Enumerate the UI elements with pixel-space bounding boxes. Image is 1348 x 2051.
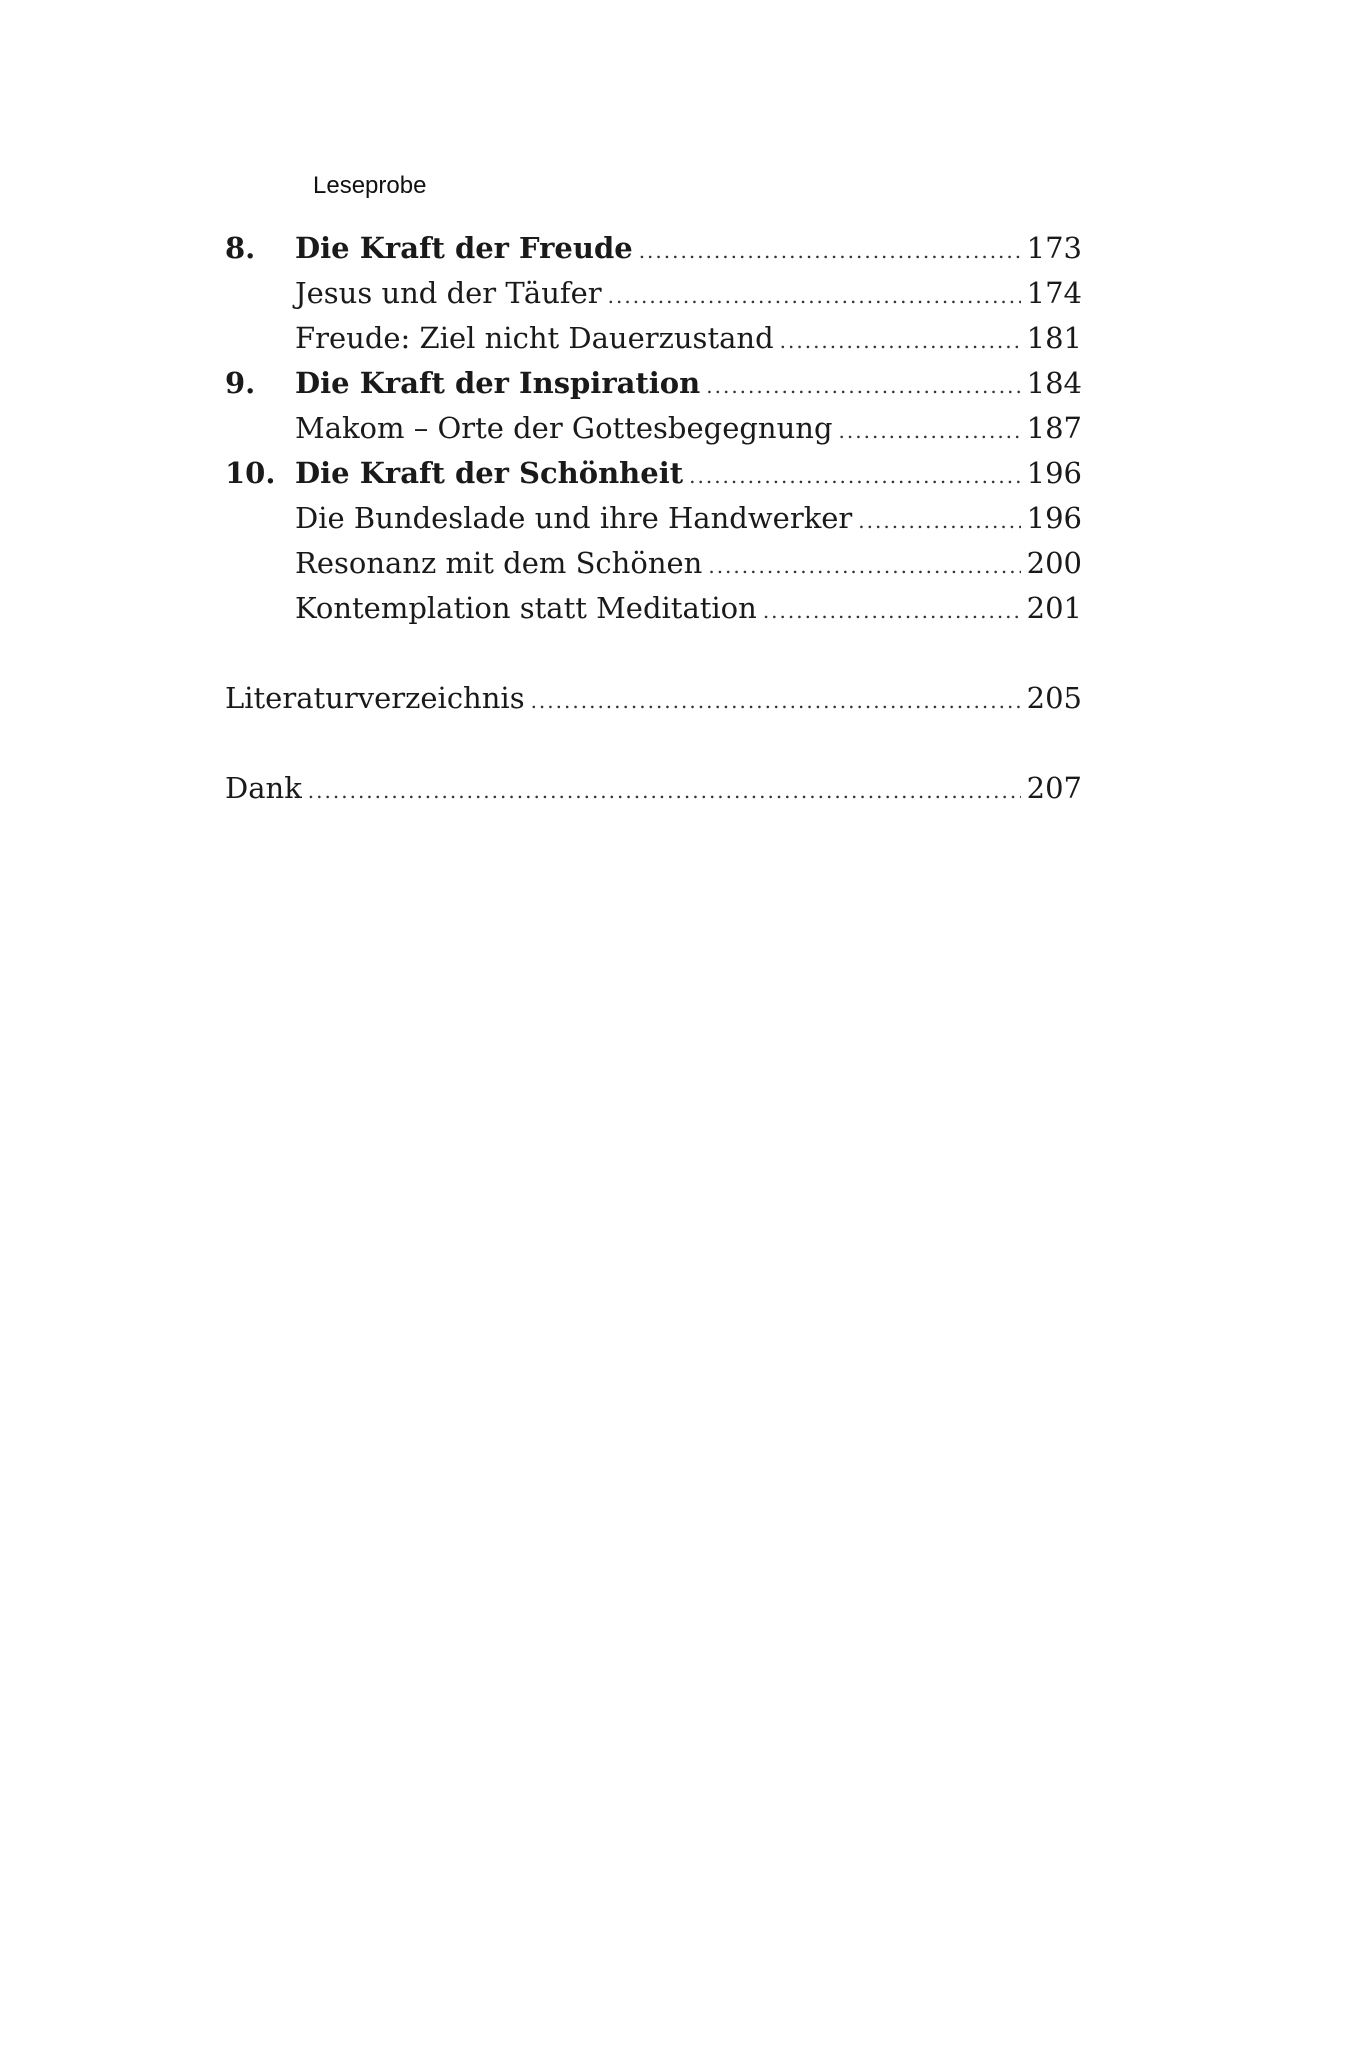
toc-chapter-9[interactable] bbox=[225, 363, 1082, 403]
chapter-title: Die Kraft der Inspiration bbox=[295, 366, 701, 400]
toc-section[interactable] bbox=[225, 318, 1082, 358]
page-number: 196 bbox=[1026, 456, 1082, 490]
page-header-label: Leseprobe bbox=[313, 172, 427, 199]
bibliography-title: Literaturverzeichnis bbox=[225, 681, 525, 715]
toc-chapter-8[interactable] bbox=[225, 228, 1082, 268]
section-title: Die Bundeslade und ihre Handwerker bbox=[295, 501, 853, 535]
chapter-number: 9. bbox=[225, 366, 256, 400]
page-number: 196 bbox=[1026, 501, 1082, 535]
page-number: 173 bbox=[1026, 231, 1082, 265]
toc-section[interactable] bbox=[225, 408, 1082, 448]
dot-leader bbox=[839, 411, 1021, 451]
toc-acknowledgements[interactable] bbox=[225, 768, 1082, 808]
toc-chapter-10[interactable] bbox=[225, 453, 1082, 493]
dot-leader bbox=[706, 366, 1020, 406]
dot-leader bbox=[608, 276, 1021, 316]
dot-leader bbox=[689, 456, 1021, 496]
dot-leader bbox=[780, 321, 1021, 361]
section-title: Makom – Orte der Gottesbegegnung bbox=[295, 411, 833, 445]
dot-leader bbox=[308, 771, 1021, 811]
dot-leader bbox=[763, 591, 1021, 631]
dot-leader bbox=[708, 546, 1020, 586]
page-number: 205 bbox=[1026, 681, 1082, 715]
chapter-title: Die Kraft der Freude bbox=[295, 231, 633, 265]
dot-leader bbox=[531, 681, 1021, 721]
section-title: Kontemplation statt Meditation bbox=[295, 591, 757, 625]
section-title: Freude: Ziel nicht Dauerzustand bbox=[295, 321, 774, 355]
chapter-number: 10. bbox=[225, 456, 276, 490]
acknowledgements-title: Dank bbox=[225, 771, 302, 805]
section-title: Jesus und der Täufer bbox=[295, 276, 602, 310]
page-number: 184 bbox=[1026, 366, 1082, 400]
dot-leader bbox=[858, 501, 1020, 541]
page-number: 207 bbox=[1026, 771, 1082, 805]
toc-section[interactable] bbox=[225, 588, 1082, 628]
section-title: Resonanz mit dem Schönen bbox=[295, 546, 703, 580]
chapter-number: 8. bbox=[225, 231, 256, 265]
page-number: 187 bbox=[1026, 411, 1082, 445]
chapter-title: Die Kraft der Schönheit bbox=[295, 456, 684, 490]
toc-section[interactable] bbox=[225, 273, 1082, 313]
page-number: 181 bbox=[1026, 321, 1082, 355]
page-number: 174 bbox=[1026, 276, 1082, 310]
dot-leader bbox=[639, 231, 1021, 271]
toc-section[interactable] bbox=[225, 498, 1082, 538]
page-number: 201 bbox=[1026, 591, 1082, 625]
toc-bibliography[interactable] bbox=[225, 678, 1082, 718]
toc-section[interactable] bbox=[225, 543, 1082, 583]
page-number: 200 bbox=[1026, 546, 1082, 580]
